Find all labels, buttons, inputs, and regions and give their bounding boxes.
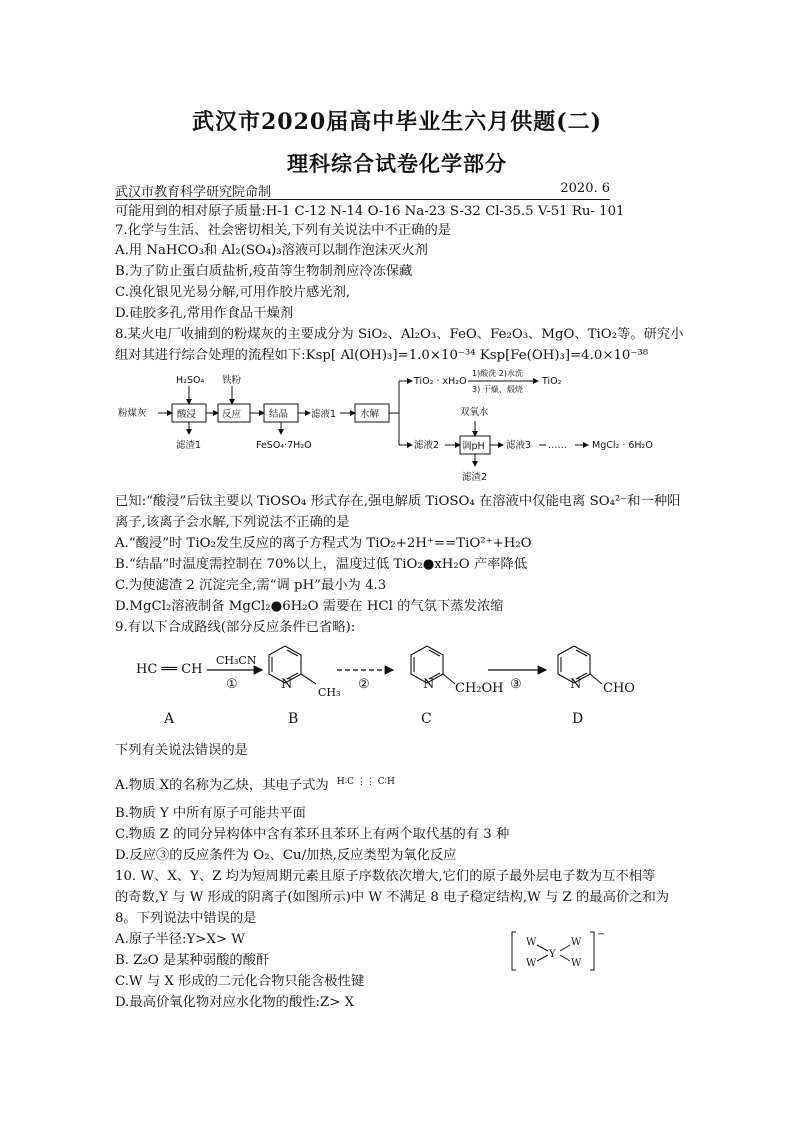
q10-option-d: D.最高价氧化物对应水化物的酸性:Z> X <box>115 995 355 1010</box>
anion-structure <box>510 928 620 976</box>
scheme-n-d: N <box>570 677 582 692</box>
flow-final: MgCl₂ · 6H₂O <box>592 440 653 451</box>
q8-option-a: A.“酸浸”时 TiO₂发生反应的离子方程式为 TiO₂+2H⁺==TiO²⁺+H₂O <box>115 536 532 551</box>
q7-option-b: B.为了防止蛋白质盐析,疫苗等生物制剂应冷冻保藏 <box>115 264 413 279</box>
flow-residue1: 滤渣1 <box>176 440 202 451</box>
flow-tio2: TiO₂ <box>542 376 562 387</box>
q10-option-a: A.原子半径:Y>X> W <box>115 932 245 947</box>
q8-option-c: C.为使滤渣 2 沉淀完全,需“调 pH”最小为 4.3 <box>115 578 387 593</box>
q9-synthesis-scheme <box>0 640 794 730</box>
q8-option-d: D.MgCl₂溶液制备 MgCl₂●6H₂O 需要在 HCl 的气氛下蒸发浓缩 <box>115 599 504 614</box>
q10-stem-line3: 8。下列说法中错误的是 <box>115 911 257 926</box>
flow-step-acid-leach: 酸浸 <box>177 409 197 420</box>
ion-w3: W <box>571 937 582 948</box>
electron-formula: H∶C ⋮⋮ C∶H <box>336 777 395 787</box>
flow-step-adjust-ph: 调pH <box>462 441 485 452</box>
flow-crystal: FeSO₄·7H₂O <box>256 440 312 451</box>
atomic-masses: 可能用到的相对原子质量:H-1 C-12 N-14 O-16 Na-23 S-32 Cl-35.5 V-51 Ru- 101 <box>115 204 625 219</box>
flow-iron: 铁粉 <box>222 375 242 386</box>
flow-wash-bottom: 3) 干燥、煅烧 <box>472 385 523 394</box>
q10-stem-line2: 的奇数,Y 与 W 形成的阴离子(如图所示)中 W 不满足 8 电子稳定结构,W 与 Z 的最高价之和为 <box>115 890 670 905</box>
q9-prompt: 下列有关说法错误的是 <box>115 743 248 758</box>
q9-stem: 9.有以下合成路线(部分反应条件已省略): <box>115 620 356 635</box>
q7-option-c: C.溴化银见光易分解,可用作胶片感光剂, <box>115 285 351 300</box>
q9-option-d: D.反应③的反应条件为 O₂、Cu/加热,反应类型为氧化反应 <box>115 848 457 863</box>
q8-stem-line1: 8.某火电厂收捕到的粉煤灰的主要成分为 SiO₂、Al₂O₃、FeO、Fe₂O₃、MgO、TiO₂等。研究小 <box>115 327 684 342</box>
scheme-ch2oh: CH₂OH <box>455 681 504 696</box>
flow-tio2-hydrate: TiO₂ · xH₂O <box>414 376 467 387</box>
ion-w1: W <box>526 937 537 948</box>
scheme-step2: ② <box>358 677 370 692</box>
scheme-step1: ① <box>226 677 238 692</box>
flow-step-react: 反应 <box>222 409 242 420</box>
header-date: 2020. 6 <box>560 181 610 196</box>
q9-option-a-text: A.物质 X的名称为乙炔，其电子式为 <box>115 778 329 793</box>
scheme-acetylene: HC ══ CH <box>136 662 203 677</box>
flow-peroxide: 双氧水 <box>460 407 489 418</box>
page-subtitle: 理科综合试卷化学部分 <box>287 151 507 176</box>
q9-option-a <box>115 777 395 796</box>
flow-filtrate2: 滤液2 <box>414 440 440 451</box>
flow-raw: 粉煤灰 <box>118 408 147 419</box>
q7-stem: 7.化学与生活、社会密切相关,下列有关说法中不正确的是 <box>115 223 452 238</box>
page-title: 武汉市2020届高中毕业生六月供题(二) <box>191 109 603 135</box>
scheme-reagent: CH₃CN <box>216 654 257 667</box>
q10-option-b: B. Z₂O 是某种弱酸的酸酐 <box>115 953 270 968</box>
ion-charge: − <box>597 929 606 940</box>
flow-acid: H₂SO₄ <box>176 375 205 386</box>
label-d: D <box>572 711 584 727</box>
label-a: A <box>164 711 175 727</box>
scheme-step3: ③ <box>510 677 522 692</box>
q9-option-b: B.物质 Y 中所有原子可能共平面 <box>115 806 306 821</box>
q10-option-c: C.W 与 X 形成的二元化合物只能含极性键 <box>115 974 365 989</box>
q10-stem-line1: 10. W、X、Y、Z 均为短周期元素且原子序数依次增大,它们的原子最外层电子数为互不相等 <box>115 869 656 884</box>
scheme-ch3: CH₃ <box>318 686 341 699</box>
flow-dots: …… <box>548 440 567 451</box>
flow-wash-top: 1)酸洗 2)水洗 <box>472 369 523 378</box>
flow-residue2: 滤渣2 <box>462 472 488 483</box>
q8-stem-line2: 组对其进行综合处理的流程如下:Ksp[ Al(OH)₃]=1.0×10⁻³⁴ Ksp[Fe(OH)₃]=4.0×10⁻³⁸ <box>115 348 649 363</box>
scheme-cho: CHO <box>603 681 635 696</box>
flow-filtrate3: 滤液3 <box>506 440 532 451</box>
q8-option-b: B.“结晶”时温度需控制在 70%以上，温度过低 TiO₂●xH₂O 产率降低 <box>115 557 528 572</box>
q9-option-c: C.物质 Z 的同分异构体中含有苯环且苯环上有两个取代基的有 3 种 <box>115 827 510 842</box>
q8-flowchart <box>0 368 794 488</box>
ion-w2: W <box>526 958 537 969</box>
q7-option-a: A.用 NaHCO₃和 Al₂(SO₄)₃溶液可以制作泡沫灭火剂 <box>115 243 428 258</box>
q8-known-line2: 离子,该离子会水解,下列说法不正确的是 <box>115 515 350 530</box>
ion-y: Y <box>549 949 556 960</box>
q8-known-line1: 已知:“酸浸”后钛主要以 TiOSO₄ 形式存在,强电解质 TiOSO₄ 在溶液中仅能电离 SO₄²⁻和一种阳 <box>115 494 681 509</box>
flow-filtrate1: 滤液1 <box>311 409 337 420</box>
label-b: B <box>288 711 299 727</box>
q7-option-d: D.硅胶多孔,常用作食品干燥剂 <box>115 306 294 321</box>
scheme-n-c: N <box>423 677 435 692</box>
flow-step-hydrolysis: 水解 <box>360 409 380 420</box>
header-issuer: 武汉市教育科学研究院命制 <box>115 185 272 200</box>
header-line <box>115 181 610 200</box>
flow-step-crystallize: 结晶 <box>269 409 289 420</box>
pyridine-ring-b <box>269 646 316 684</box>
scheme-n-b: N <box>281 677 293 692</box>
ion-w4: W <box>571 958 582 969</box>
label-c: C <box>421 711 432 727</box>
